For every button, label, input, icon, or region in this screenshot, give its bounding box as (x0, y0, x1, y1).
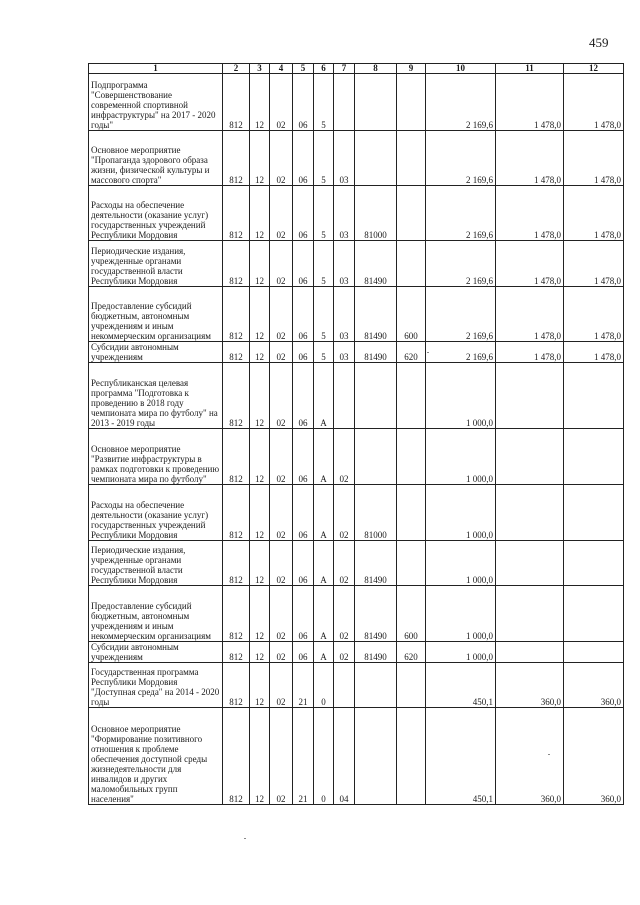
page-number: 459 (589, 35, 609, 50)
code-activity: 03 (334, 241, 355, 287)
amount-col10: 1 000,0 (426, 541, 496, 586)
code-activity: 03 (334, 287, 355, 342)
code-section: 12 (250, 663, 270, 708)
code-admin: 812 (223, 663, 250, 708)
table-row (89, 74, 624, 131)
row-name: Периодические издания, учрежденные органами государственной власти Республики Мордовия (89, 541, 223, 586)
code-program: 06 (293, 541, 314, 586)
code-admin: 812 (223, 541, 250, 586)
code-subsection: 02 (270, 287, 293, 342)
code-activity: 03 (334, 131, 355, 186)
row-name: Подпрограмма "Совершенствование современной спортивной инфраструктуры" на 2017 - 2020 годы" (89, 74, 223, 131)
row-name: Предоставление субсидий бюджетным, автономным учреждениям и иным некоммерческим организациям (89, 586, 223, 642)
row-name: Основное мероприятие "Пропаганда здорового образа жизни, физической культуры и массового спорта" (89, 131, 223, 186)
code-direction (355, 131, 397, 186)
amount-col10: 450,1 (426, 708, 496, 805)
code-program: 06 (293, 429, 314, 485)
code-program: 21 (293, 663, 314, 708)
code-direction: 81000 (355, 485, 397, 541)
code-subsection: 02 (270, 708, 293, 805)
table-row (89, 363, 624, 429)
amount-col12 (564, 586, 624, 642)
column-header: 4 (270, 64, 293, 74)
row-name: Республиканская целевая программа "Подготовка к проведению в 2018 году чемпионата мира по футболу" на 2013 - 2019 годы (89, 363, 223, 429)
code-section: 12 (250, 287, 270, 342)
code-admin: 812 (223, 241, 250, 287)
amount-col11: 1 478,0 (496, 74, 564, 131)
amount-col11 (496, 429, 564, 485)
code-subsection: 02 (270, 342, 293, 363)
code-subsection: 02 (270, 642, 293, 663)
code-subprogram: 5 (314, 131, 334, 186)
code-subprogram: 0 (314, 663, 334, 708)
code-direction (355, 363, 397, 429)
code-direction: 81490 (355, 586, 397, 642)
table-row (89, 708, 624, 805)
amount-col11 (496, 586, 564, 642)
code-activity (334, 663, 355, 708)
code-activity: 02 (334, 586, 355, 642)
code-expense-type (397, 429, 426, 485)
code-activity: 03 (334, 342, 355, 363)
table-row (89, 586, 624, 642)
code-section: 12 (250, 541, 270, 586)
code-admin: 812 (223, 342, 250, 363)
code-subsection: 02 (270, 186, 293, 241)
amount-col10: 1 000,0 (426, 363, 496, 429)
amount-col12: 1 478,0 (564, 74, 624, 131)
code-activity (334, 363, 355, 429)
amount-col11 (496, 642, 564, 663)
amount-col10: 2 169,6 (426, 287, 496, 342)
scan-speck (427, 352, 429, 353)
code-subprogram: А (314, 586, 334, 642)
code-activity: 03 (334, 186, 355, 241)
code-expense-type: 620 (397, 642, 426, 663)
code-subsection: 02 (270, 541, 293, 586)
code-program: 06 (293, 131, 314, 186)
column-header: 5 (293, 64, 314, 74)
code-program: 06 (293, 363, 314, 429)
row-name: Основное мероприятие "Формирование позитивного отношения к проблеме обеспечения доступной среды жизнедеятельности для инвалидов и других маломобильных групп населения" (89, 708, 223, 805)
code-subsection: 02 (270, 485, 293, 541)
code-direction: 81490 (355, 642, 397, 663)
code-subsection: 02 (270, 663, 293, 708)
code-activity (334, 74, 355, 131)
code-subsection: 02 (270, 363, 293, 429)
column-header: 3 (250, 64, 270, 74)
amount-col11: 1 478,0 (496, 287, 564, 342)
code-admin: 812 (223, 708, 250, 805)
code-expense-type (397, 363, 426, 429)
code-direction (355, 663, 397, 708)
amount-col10: 2 169,6 (426, 186, 496, 241)
code-admin: 812 (223, 429, 250, 485)
column-header: 2 (223, 64, 250, 74)
table-row (89, 541, 624, 586)
code-program: 06 (293, 485, 314, 541)
code-program: 06 (293, 287, 314, 342)
code-expense-type (397, 186, 426, 241)
table-header-row (89, 64, 624, 74)
row-name: Предоставление субсидий бюджетным, автономным учреждениям и иным некоммерческим организациям (89, 287, 223, 342)
column-header: 6 (314, 64, 334, 74)
amount-col11 (496, 485, 564, 541)
code-subsection: 02 (270, 74, 293, 131)
code-section: 12 (250, 363, 270, 429)
code-activity: 02 (334, 485, 355, 541)
row-name: Расходы на обеспечение деятельности (оказание услуг) государственных учреждений Республики Мордовия (89, 485, 223, 541)
amount-col11 (496, 363, 564, 429)
code-subsection: 02 (270, 131, 293, 186)
code-admin: 812 (223, 74, 250, 131)
code-subprogram: 5 (314, 287, 334, 342)
amount-col12 (564, 541, 624, 586)
code-expense-type (397, 485, 426, 541)
code-expense-type (397, 131, 426, 186)
scan-speck (244, 838, 246, 839)
amount-col12: 1 478,0 (564, 131, 624, 186)
amount-col12: 1 478,0 (564, 342, 624, 363)
table-row (89, 663, 624, 708)
amount-col12: 360,0 (564, 708, 624, 805)
code-section: 12 (250, 586, 270, 642)
row-name: Государственная программа Республики Мордовия "Доступная среда" на 2014 - 2020 годы (89, 663, 223, 708)
code-program: 06 (293, 586, 314, 642)
amount-col11: 1 478,0 (496, 186, 564, 241)
code-direction: 81490 (355, 342, 397, 363)
code-subprogram: 0 (314, 708, 334, 805)
code-expense-type (397, 74, 426, 131)
code-direction: 81490 (355, 241, 397, 287)
code-activity: 02 (334, 642, 355, 663)
code-subsection: 02 (270, 586, 293, 642)
amount-col10: 1 000,0 (426, 429, 496, 485)
table-row (89, 287, 624, 342)
code-subprogram: А (314, 485, 334, 541)
table-row (89, 131, 624, 186)
code-admin: 812 (223, 642, 250, 663)
code-subprogram: А (314, 363, 334, 429)
row-name: Расходы на обеспечение деятельности (оказание услуг) государственных учреждений Республики Мордовия (89, 186, 223, 241)
amount-col12 (564, 429, 624, 485)
column-header: 1 (89, 64, 223, 74)
budget-table (88, 63, 624, 805)
code-admin: 812 (223, 485, 250, 541)
table-row (89, 429, 624, 485)
code-admin: 812 (223, 586, 250, 642)
code-direction: 81000 (355, 186, 397, 241)
scan-speck (548, 754, 550, 755)
code-expense-type: 600 (397, 586, 426, 642)
table-row (89, 342, 624, 363)
code-activity: 02 (334, 541, 355, 586)
amount-col11: 1 478,0 (496, 131, 564, 186)
amount-col11 (496, 541, 564, 586)
amount-col12: 1 478,0 (564, 186, 624, 241)
code-subprogram: 5 (314, 241, 334, 287)
table-row (89, 642, 624, 663)
column-header: 9 (397, 64, 426, 74)
code-admin: 812 (223, 186, 250, 241)
amount-col12: 360,0 (564, 663, 624, 708)
amount-col12 (564, 363, 624, 429)
code-expense-type (397, 241, 426, 287)
code-admin: 812 (223, 363, 250, 429)
amount-col11: 1 478,0 (496, 342, 564, 363)
code-activity: 02 (334, 429, 355, 485)
table-row (89, 186, 624, 241)
code-section: 12 (250, 642, 270, 663)
code-program: 06 (293, 241, 314, 287)
amount-col12 (564, 642, 624, 663)
column-header: 8 (355, 64, 397, 74)
row-name: Субсидии автономным учреждениям (89, 342, 223, 363)
code-admin: 812 (223, 287, 250, 342)
code-section: 12 (250, 186, 270, 241)
amount-col10: 450,1 (426, 663, 496, 708)
row-name: Периодические издания, учрежденные органами государственной власти Республики Мордовия (89, 241, 223, 287)
code-expense-type: 620 (397, 342, 426, 363)
column-header: 7 (334, 64, 355, 74)
amount-col10: 1 000,0 (426, 485, 496, 541)
column-header: 12 (564, 64, 624, 74)
table-row (89, 485, 624, 541)
amount-col12 (564, 485, 624, 541)
amount-col12: 1 478,0 (564, 287, 624, 342)
code-subprogram: А (314, 429, 334, 485)
column-header: 11 (496, 64, 564, 74)
code-direction: 81490 (355, 287, 397, 342)
amount-col12: 1 478,0 (564, 241, 624, 287)
code-direction (355, 429, 397, 485)
code-direction (355, 74, 397, 131)
table-body (89, 74, 624, 805)
code-section: 12 (250, 131, 270, 186)
amount-col10: 2 169,6 (426, 131, 496, 186)
code-direction (355, 708, 397, 805)
code-activity: 04 (334, 708, 355, 805)
code-program: 21 (293, 708, 314, 805)
code-section: 12 (250, 708, 270, 805)
code-expense-type (397, 541, 426, 586)
code-program: 06 (293, 186, 314, 241)
amount-col11: 360,0 (496, 708, 564, 805)
code-subprogram: 5 (314, 74, 334, 131)
code-expense-type (397, 708, 426, 805)
code-subsection: 02 (270, 241, 293, 287)
code-program: 06 (293, 74, 314, 131)
row-name: Субсидии автономным учреждениям (89, 642, 223, 663)
code-section: 12 (250, 342, 270, 363)
code-section: 12 (250, 429, 270, 485)
code-direction: 81490 (355, 541, 397, 586)
amount-col10: 2 169,6 (426, 241, 496, 287)
code-subprogram: А (314, 541, 334, 586)
code-subprogram: А (314, 642, 334, 663)
column-header: 10 (426, 64, 496, 74)
code-expense-type (397, 663, 426, 708)
code-subsection: 02 (270, 429, 293, 485)
table-row (89, 241, 624, 287)
row-name: Основное мероприятие "Развитие инфраструктуры в рамках подготовки к проведению чемпионата мира по футболу" (89, 429, 223, 485)
amount-col10: 1 000,0 (426, 642, 496, 663)
code-subprogram: 5 (314, 342, 334, 363)
amount-col11: 1 478,0 (496, 241, 564, 287)
code-admin: 812 (223, 131, 250, 186)
amount-col10: 2 169,6 (426, 342, 496, 363)
code-section: 12 (250, 485, 270, 541)
code-program: 06 (293, 642, 314, 663)
amount-col10: 2 169,6 (426, 74, 496, 131)
code-expense-type: 600 (397, 287, 426, 342)
amount-col10: 1 000,0 (426, 586, 496, 642)
code-section: 12 (250, 241, 270, 287)
code-program: 06 (293, 342, 314, 363)
code-subprogram: 5 (314, 186, 334, 241)
amount-col11: 360,0 (496, 663, 564, 708)
code-section: 12 (250, 74, 270, 131)
